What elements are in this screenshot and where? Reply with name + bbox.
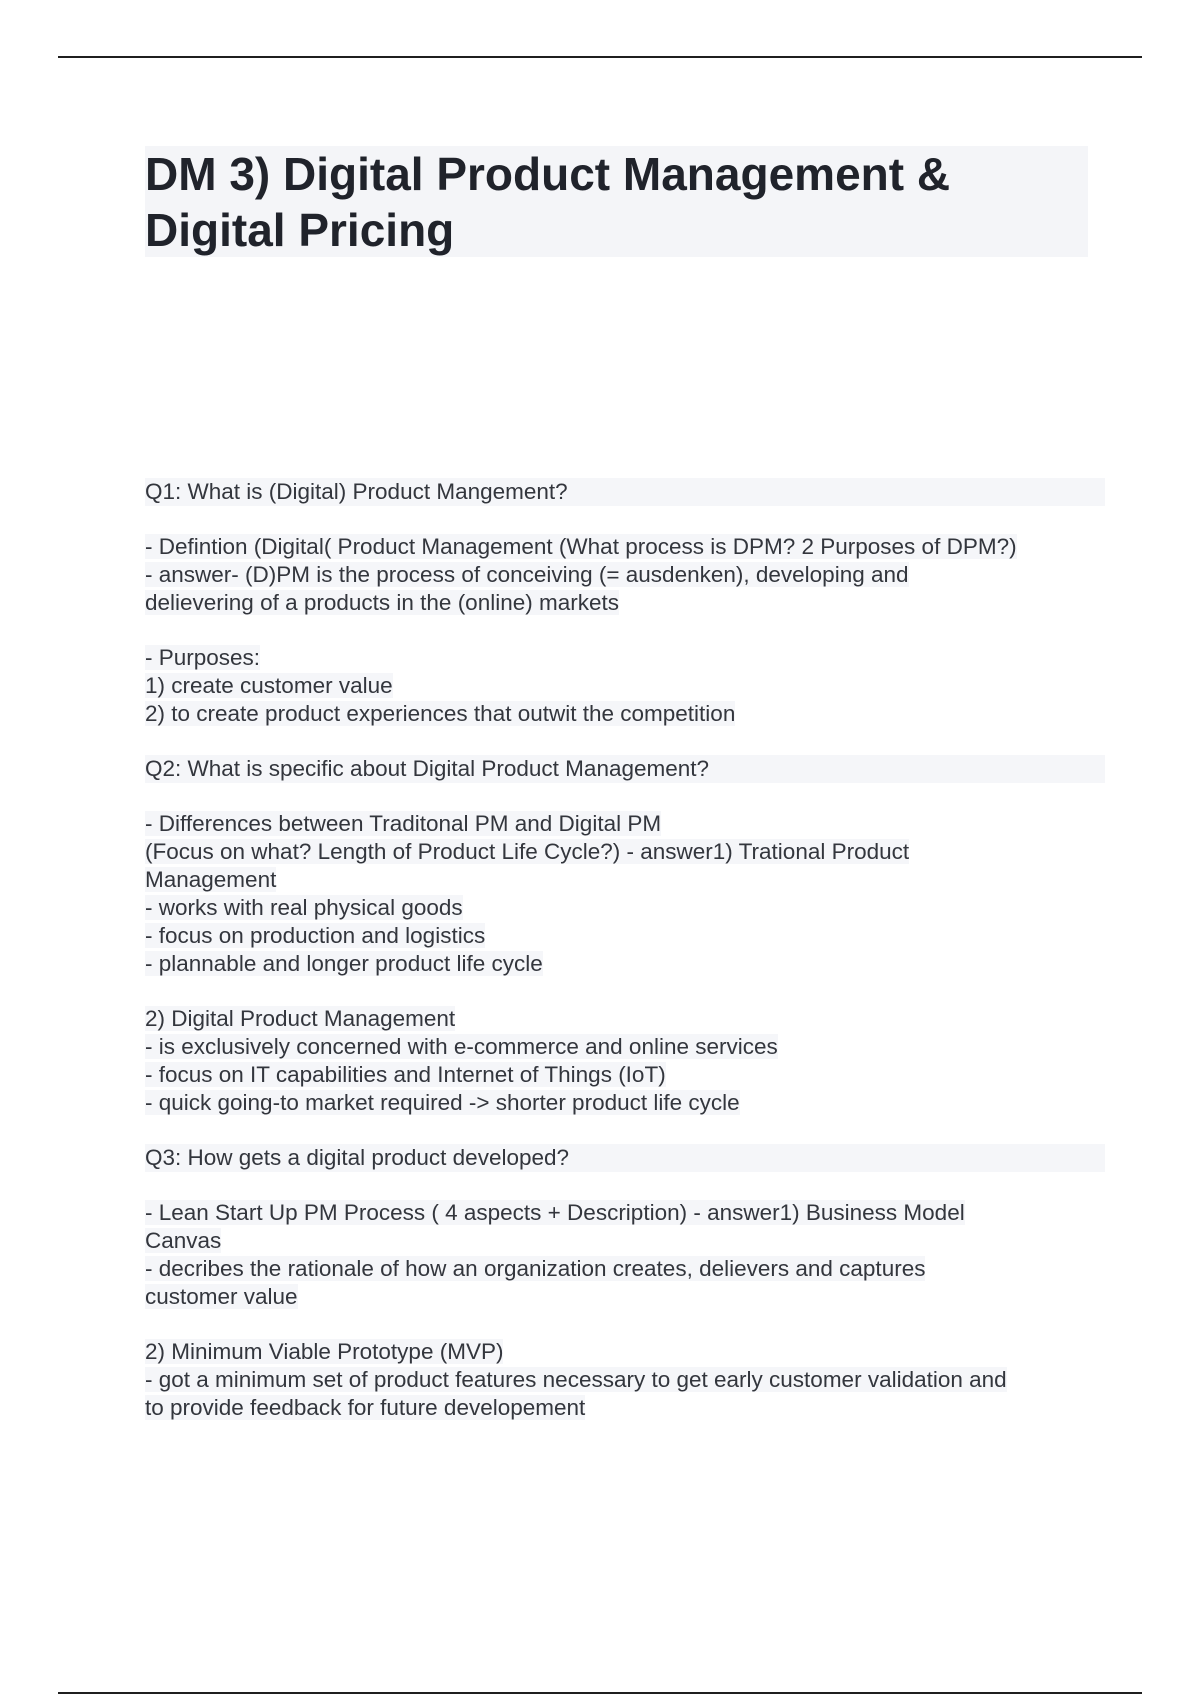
card-line: - focus on IT capabilities and Internet of Things (IoT)	[145, 1062, 666, 1087]
top-rule	[58, 56, 1142, 58]
question-q1	[145, 478, 1105, 506]
card-line: - quick going-to market required -> shorter product life cycle	[145, 1090, 740, 1115]
card-line: 2) Minimum Viable Prototype (MVP)	[145, 1339, 504, 1364]
card-q3-lean-startup	[145, 1199, 1105, 1311]
card-line: delievering of a products in the (online) markets	[145, 590, 619, 615]
card-line: Canvas	[145, 1228, 222, 1253]
document-body	[145, 478, 1105, 1449]
question-text: Q3: How gets a digital product developed?	[145, 1144, 1105, 1172]
card-line: - Defintion (Digital( Product Management (What process is DPM? 2 Purposes of DPM?)	[145, 534, 1017, 559]
card-line: 2) to create product experiences that outwit the competition	[145, 701, 736, 726]
card-line: 1) create customer value	[145, 673, 393, 698]
card-line: - Differences between Traditonal PM and Digital PM	[145, 811, 662, 836]
title-block	[145, 146, 1088, 257]
card-line: customer value	[145, 1284, 298, 1309]
card-line: - works with real physical goods	[145, 895, 463, 920]
card-q1-purposes	[145, 644, 1105, 728]
card-q2-traditional	[145, 810, 1105, 978]
question-q2	[145, 755, 1105, 783]
card-line: - plannable and longer product life cycle	[145, 951, 543, 976]
question-text: Q2: What is specific about Digital Product Management?	[145, 755, 1105, 783]
card-line: to provide feedback for future developement	[145, 1395, 586, 1420]
card-line: - decribes the rationale of how an organization creates, delievers and captures	[145, 1256, 926, 1281]
card-line: - got a minimum set of product features necessary to get early customer validation and	[145, 1367, 1007, 1392]
bottom-rule	[58, 1692, 1142, 1694]
card-q1-definition	[145, 533, 1105, 617]
card-line: - focus on production and logistics	[145, 923, 486, 948]
card-line: 2) Digital Product Management	[145, 1006, 456, 1031]
title-line: Digital Pricing	[145, 204, 455, 256]
card-line: - Purposes:	[145, 645, 261, 670]
card-q2-digital	[145, 1005, 1105, 1117]
document-title	[145, 146, 1088, 258]
card-line: - is exclusively concerned with e-commerce and online services	[145, 1034, 778, 1059]
title-line: DM 3) Digital Product Management &	[145, 148, 951, 200]
card-line: - Lean Start Up PM Process ( 4 aspects + Description) - answer1) Business Model	[145, 1200, 965, 1225]
card-q3-mvp	[145, 1338, 1105, 1422]
card-line: - answer- (D)PM is the process of conceiving (= ausdenken), developing and	[145, 562, 909, 587]
card-line: Management	[145, 867, 277, 892]
question-text: Q1: What is (Digital) Product Mangement?	[145, 478, 1105, 506]
question-q3	[145, 1144, 1105, 1172]
card-line: (Focus on what? Length of Product Life Cycle?) - answer1) Trational Product	[145, 839, 910, 864]
